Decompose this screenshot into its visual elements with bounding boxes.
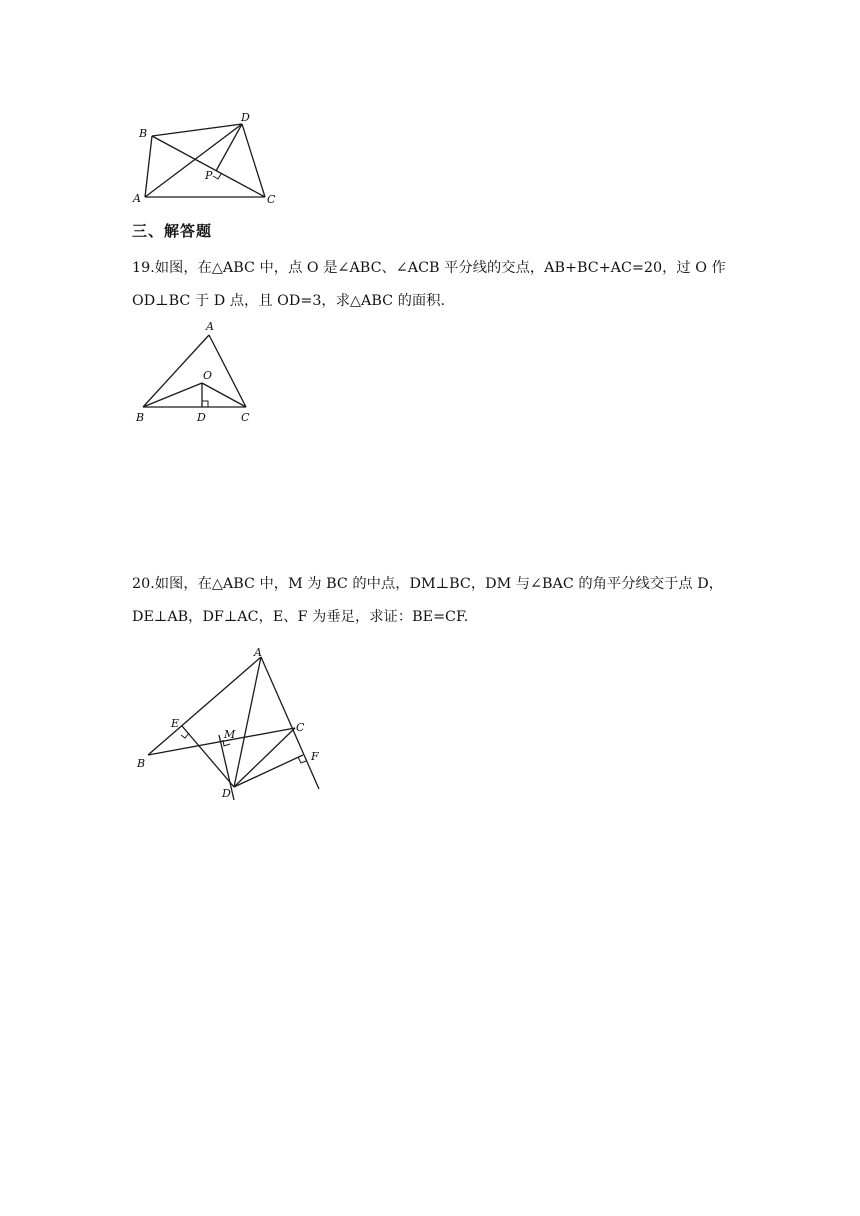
problem-20-line-2: DE⊥AB，DF⊥AC，E、F 为垂足，求证：BE=CF. bbox=[132, 609, 469, 625]
figure-19-svg bbox=[128, 318, 268, 428]
label-a: A bbox=[254, 646, 262, 659]
segment-ac-extended bbox=[261, 657, 319, 789]
label-c: C bbox=[296, 721, 305, 734]
label-b: B bbox=[136, 411, 145, 424]
label-d: D bbox=[222, 787, 231, 800]
right-angle-mark-e bbox=[181, 733, 189, 738]
segment-df bbox=[234, 755, 303, 787]
figure-18-quadrilateral bbox=[128, 108, 288, 208]
label-c: C bbox=[241, 411, 250, 424]
segment-bo bbox=[143, 383, 202, 407]
label-b: B bbox=[137, 757, 146, 770]
label-o: O bbox=[203, 369, 213, 382]
segment-ab bbox=[143, 335, 209, 407]
problem-19-line-1: 19.如图，在△ABC 中，点 O 是∠ABC、∠ACB 平分线的交点，AB+BC+AC=20，过 O 作 bbox=[132, 260, 726, 276]
label-d: D bbox=[197, 411, 206, 424]
figure-20-triangle bbox=[128, 642, 338, 807]
section-title: 三、解答题 bbox=[132, 222, 213, 240]
label-m: M bbox=[224, 728, 236, 741]
label-p: P bbox=[205, 169, 213, 182]
segment-dp bbox=[216, 124, 242, 171]
segment-bc bbox=[148, 728, 295, 755]
label-d: D bbox=[241, 111, 250, 124]
label-b: B bbox=[139, 127, 148, 140]
label-c: C bbox=[267, 193, 276, 206]
problem-19-line-2: OD⊥BC 于 D 点，且 OD=3，求△ABC 的面积. bbox=[132, 293, 446, 309]
right-angle-mark-p bbox=[213, 174, 221, 179]
figure-20-svg bbox=[128, 642, 338, 807]
right-angle-mark-d bbox=[202, 401, 208, 407]
label-a: A bbox=[206, 320, 214, 333]
segment-dc bbox=[234, 728, 295, 787]
figure-18-svg bbox=[128, 108, 288, 208]
segment-ab bbox=[145, 136, 152, 197]
figure-19-triangle bbox=[128, 318, 268, 428]
problem-20-line-1: 20.如图，在△ABC 中，M 为 BC 的中点，DM⊥BC，DM 与∠BAC 的角平分线交于点 D， bbox=[132, 576, 724, 592]
label-a: A bbox=[133, 192, 141, 205]
label-f: F bbox=[311, 750, 319, 763]
label-e: E bbox=[171, 717, 180, 730]
